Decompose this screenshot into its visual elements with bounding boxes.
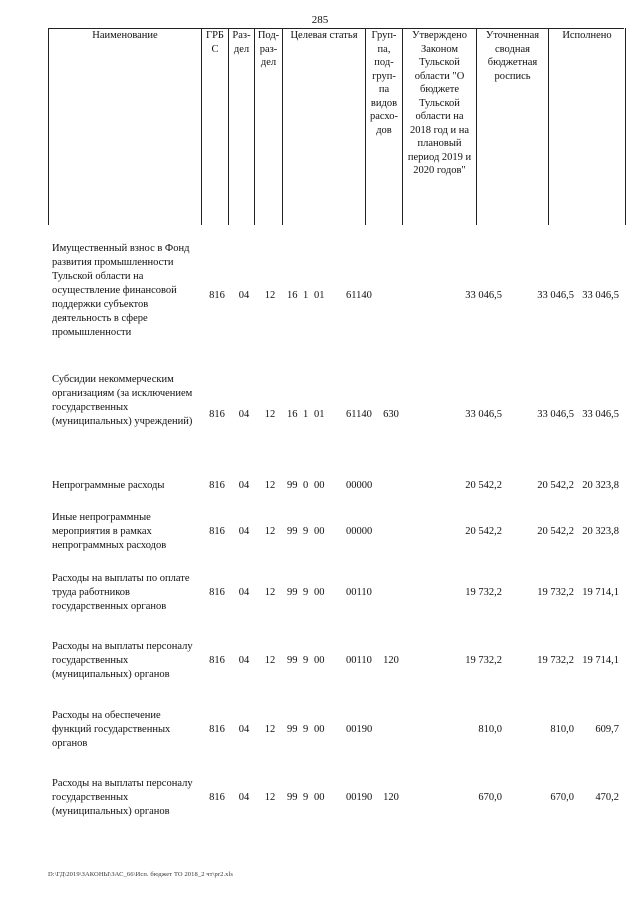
row-name: Имущественный взнос в Фонд развития промышленности Тульской области на осуществление финансовой поддержки субъектов деятельность в сфере промышленности xyxy=(52,243,190,338)
row-name: Расходы на выплаты по оплате труда работников государственных органов xyxy=(52,573,190,612)
row-executed: 20 323,8 xyxy=(582,480,619,491)
row-executed: 33 046,5 xyxy=(582,290,619,301)
row-target-main: 00 xyxy=(314,587,325,598)
row-executed: 19 714,1 xyxy=(582,587,619,598)
row-target-program: 99 xyxy=(287,792,298,803)
row-group: 630 xyxy=(383,409,399,420)
row-target-type: 9 xyxy=(303,792,309,803)
row-grbs: 816 xyxy=(209,724,225,735)
row-target-main: 01 xyxy=(314,290,325,301)
row-target-type: 9 xyxy=(303,587,309,598)
row-target-type: 1 xyxy=(303,290,309,301)
row-razdel: 04 xyxy=(238,480,250,491)
row-grbs: 816 xyxy=(209,655,225,666)
row-grbs: 816 xyxy=(209,526,225,537)
row-razdel: 04 xyxy=(238,655,250,666)
header-executed: Исполнено xyxy=(549,28,626,225)
row-target-main: 01 xyxy=(314,409,325,420)
row-grbs: 816 xyxy=(209,480,225,491)
header-target: Целевая статья xyxy=(283,28,366,225)
row-approved: 20 542,2 xyxy=(465,480,502,491)
row-executed: 470,2 xyxy=(595,792,619,803)
row-razdel: 04 xyxy=(238,587,250,598)
row-razdel: 04 xyxy=(238,409,250,420)
row-target-type: 0 xyxy=(303,480,309,491)
row-podrazdel: 12 xyxy=(264,655,276,666)
row-podrazdel: 12 xyxy=(264,792,276,803)
row-target-direction: 00190 xyxy=(346,724,373,735)
row-target-program: 99 xyxy=(287,480,298,491)
row-group: 120 xyxy=(383,792,399,803)
row-target-type: 9 xyxy=(303,724,309,735)
row-executed: 19 714,1 xyxy=(582,655,619,666)
header-approved: Утверждено Законом Тульской области "О бюджете Тульской области на 2018 год и на плановый период 2019 и 2020 годов" xyxy=(403,28,477,225)
row-target-direction: 00110 xyxy=(346,587,372,598)
row-target-direction: 00190 xyxy=(346,792,373,803)
row-podrazdel: 12 xyxy=(264,290,276,301)
header-group: Груп-па, под-груп-па видов расхо-дов xyxy=(366,28,403,225)
row-approved: 19 732,2 xyxy=(465,587,502,598)
row-target-program: 99 xyxy=(287,655,298,666)
row-executed: 33 046,5 xyxy=(582,409,619,420)
row-refined: 33 046,5 xyxy=(537,409,574,420)
page-number: 285 xyxy=(311,14,329,26)
row-refined: 20 542,2 xyxy=(537,480,574,491)
row-podrazdel: 12 xyxy=(264,587,276,598)
row-approved: 810,0 xyxy=(478,724,502,735)
row-target-direction: 00000 xyxy=(346,480,373,491)
row-podrazdel: 12 xyxy=(264,409,276,420)
row-target-program: 16 xyxy=(287,290,298,301)
row-grbs: 816 xyxy=(209,290,225,301)
row-target-program: 99 xyxy=(287,587,298,598)
row-target-program: 16 xyxy=(287,409,298,420)
row-target-direction: 00110 xyxy=(346,655,372,666)
row-podrazdel: 12 xyxy=(264,480,276,491)
row-podrazdel: 12 xyxy=(264,526,276,537)
header-grbs: ГРБС xyxy=(202,28,229,225)
row-approved: 33 046,5 xyxy=(465,409,502,420)
row-refined: 19 732,2 xyxy=(537,587,574,598)
row-target-direction: 61140 xyxy=(346,290,372,301)
header-refined: Уточненная сводная бюджетная роспись xyxy=(477,28,549,225)
row-grbs: 816 xyxy=(209,587,225,598)
row-name: Иные непрограммные мероприятия в рамках непрограммных расходов xyxy=(52,512,167,551)
row-target-type: 1 xyxy=(303,409,309,420)
header-top-border xyxy=(48,28,624,29)
row-target-main: 00 xyxy=(314,526,325,537)
row-podrazdel: 12 xyxy=(264,724,276,735)
row-name: Субсидии некоммерческим организациям (за исключением государственных (муниципальных) учреждений) xyxy=(52,374,193,427)
row-name: Расходы на выплаты персоналу государственных (муниципальных) органов xyxy=(52,778,193,817)
row-refined: 20 542,2 xyxy=(537,526,574,537)
row-target-program: 99 xyxy=(287,526,298,537)
row-refined: 19 732,2 xyxy=(537,655,574,666)
row-target-direction: 00000 xyxy=(346,526,373,537)
row-target-type: 9 xyxy=(303,526,309,537)
row-approved: 20 542,2 xyxy=(465,526,502,537)
row-razdel: 04 xyxy=(238,724,250,735)
header-name: Наименование xyxy=(49,28,202,225)
row-approved: 33 046,5 xyxy=(465,290,502,301)
row-executed: 609,7 xyxy=(595,724,619,735)
row-target-main: 00 xyxy=(314,655,325,666)
row-target-main: 00 xyxy=(314,480,325,491)
row-approved: 670,0 xyxy=(478,792,502,803)
row-executed: 20 323,8 xyxy=(582,526,619,537)
row-group: 120 xyxy=(383,655,399,666)
row-target-main: 00 xyxy=(314,792,325,803)
row-target-direction: 61140 xyxy=(346,409,372,420)
row-name: Расходы на выплаты персоналу государственных (муниципальных) органов xyxy=(52,641,193,680)
row-razdel: 04 xyxy=(238,792,250,803)
row-approved: 19 732,2 xyxy=(465,655,502,666)
table-header xyxy=(48,28,626,225)
row-target-program: 99 xyxy=(287,724,298,735)
header-razdel: Раз-дел xyxy=(229,28,255,225)
row-name: Непрограммные расходы xyxy=(52,480,165,491)
row-grbs: 816 xyxy=(209,792,225,803)
header-podrazdel: Под-раз-дел xyxy=(255,28,283,225)
row-target-main: 00 xyxy=(314,724,325,735)
row-refined: 670,0 xyxy=(550,792,574,803)
row-grbs: 816 xyxy=(209,409,225,420)
row-name: Расходы на обеспечение функций государственных органов xyxy=(52,710,171,749)
row-razdel: 04 xyxy=(238,290,250,301)
row-razdel: 04 xyxy=(238,526,250,537)
file-path-footer: D:\ГД\2019\ЗАКОНЫ\ЗАС_66\Исп. бюджет ТО 2018_2 чт\pr2.xls xyxy=(48,871,234,878)
row-refined: 810,0 xyxy=(550,724,574,735)
row-refined: 33 046,5 xyxy=(537,290,574,301)
row-target-type: 9 xyxy=(303,655,309,666)
